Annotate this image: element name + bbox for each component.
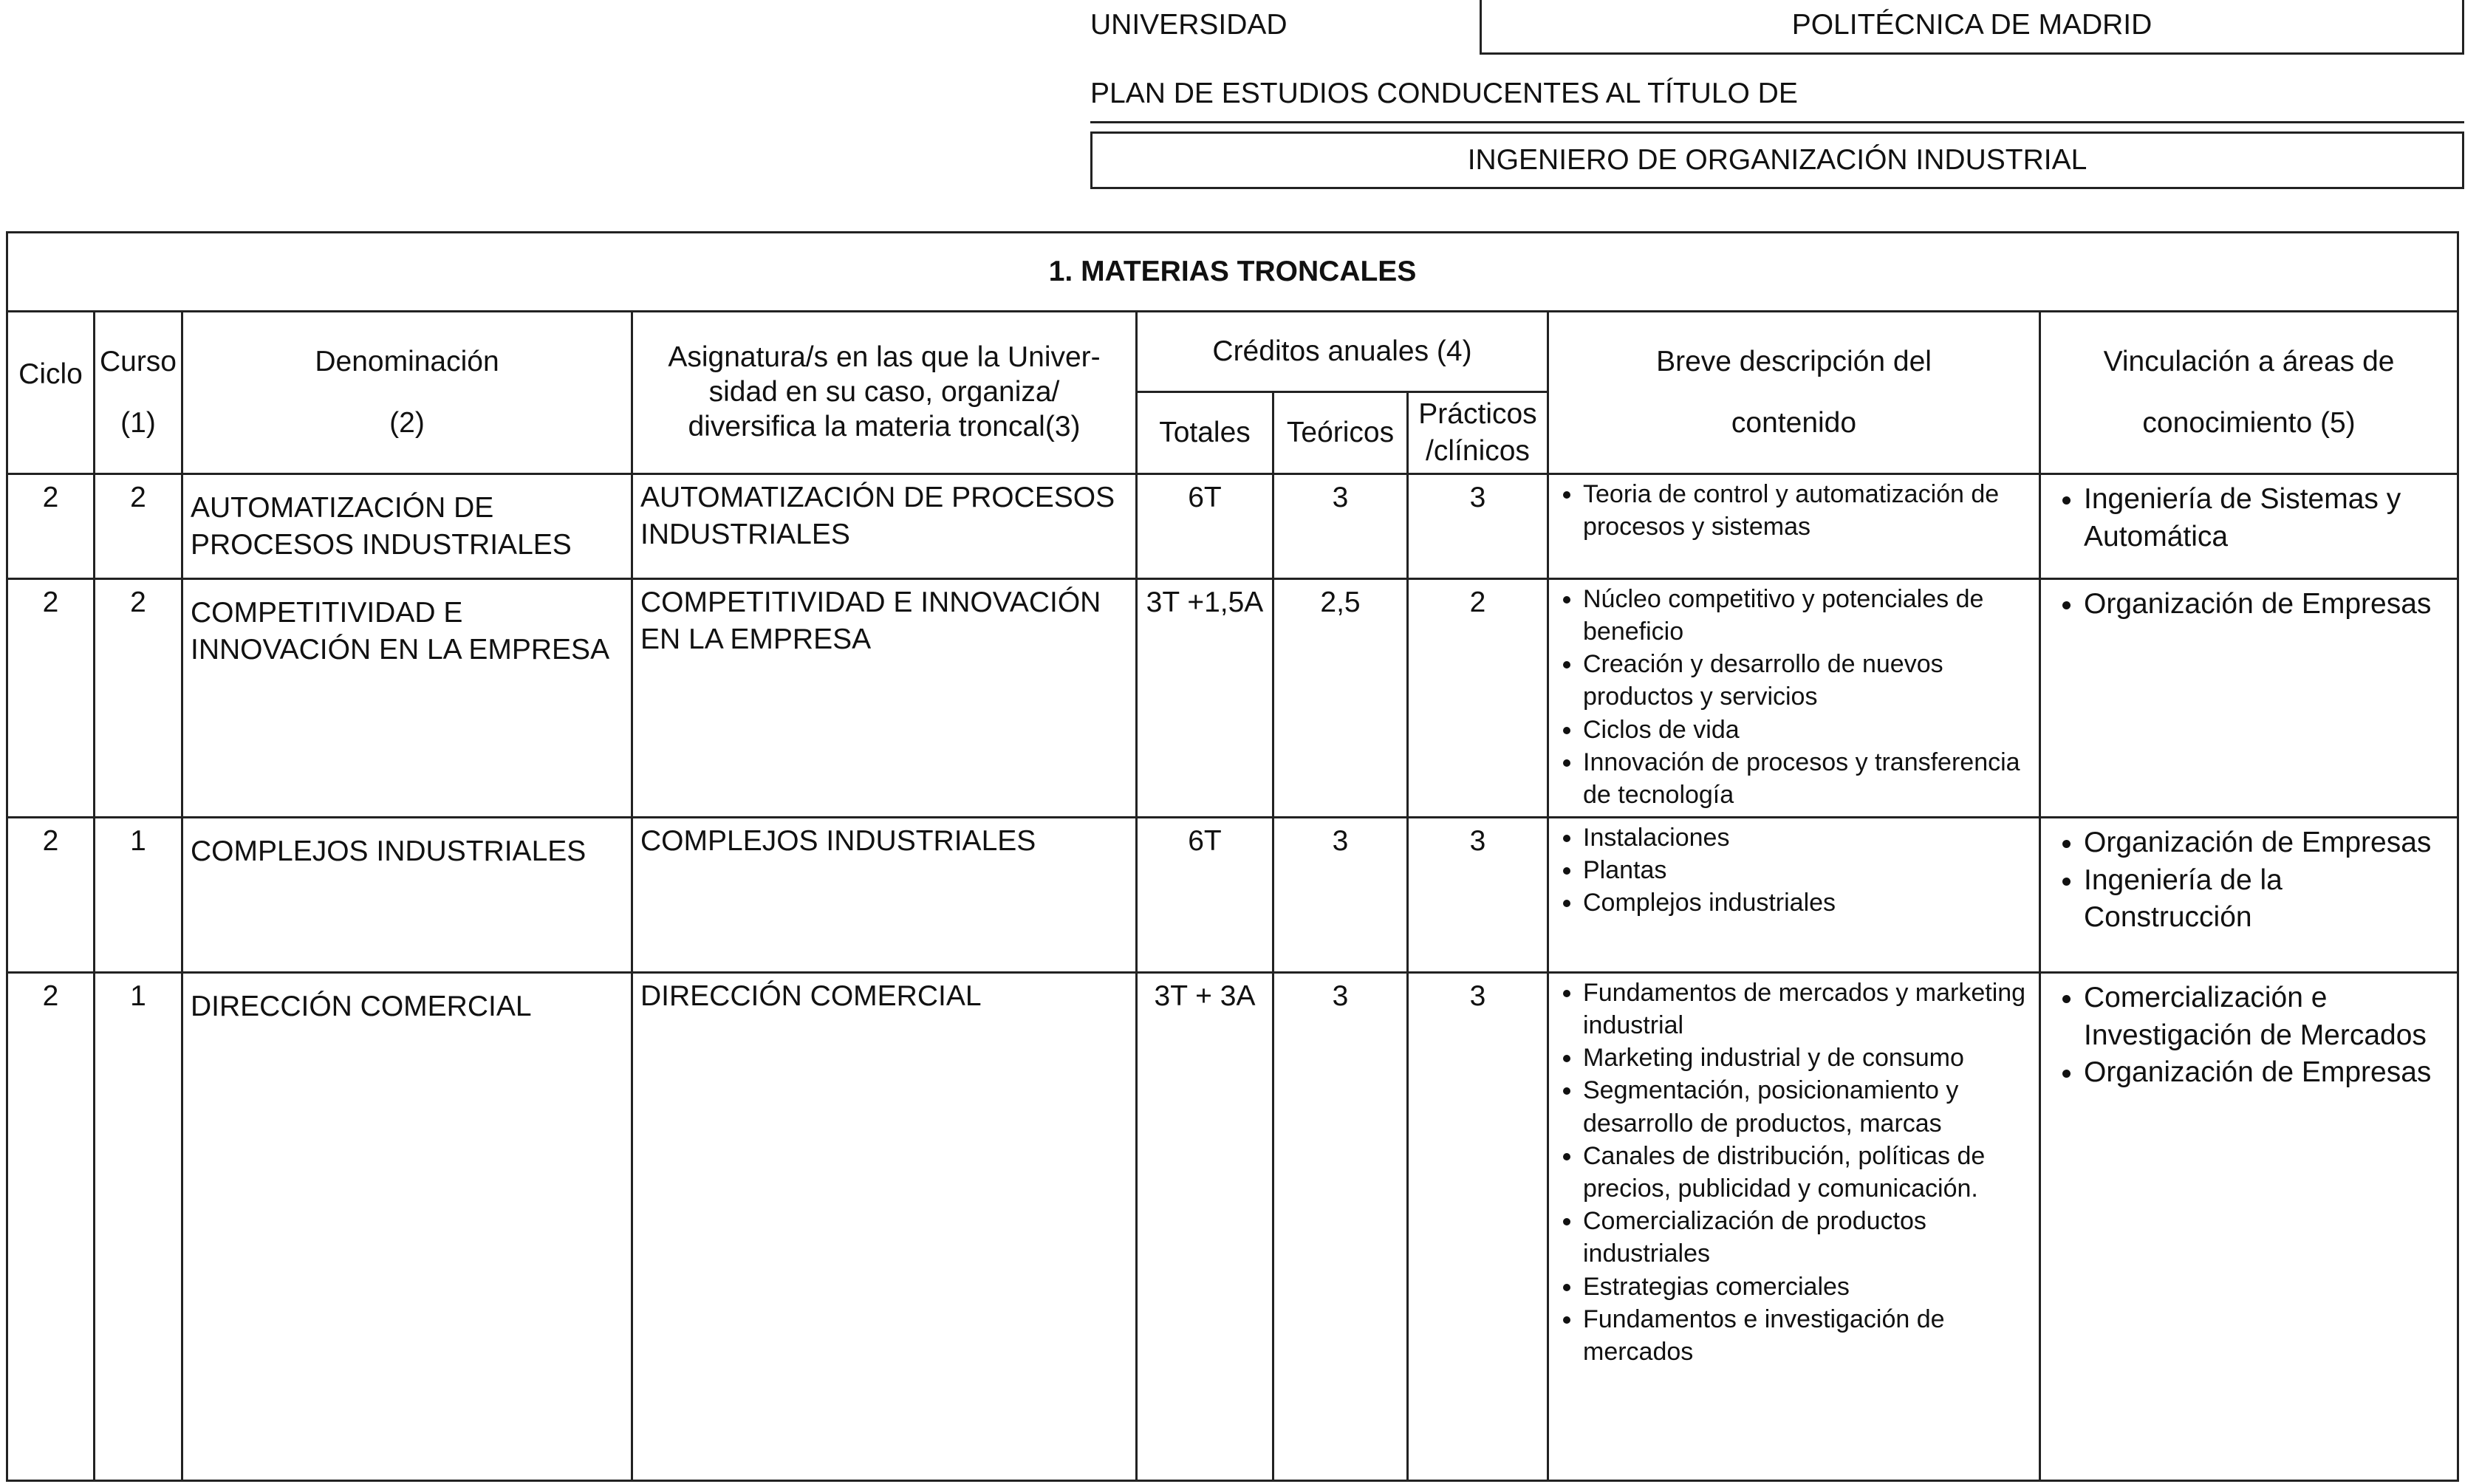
cell-practicos: 3 <box>1408 972 1548 1480</box>
header-practicos: Prácticos /clínicos <box>1408 392 1548 474</box>
cell-totales: 6T <box>1137 817 1273 972</box>
descripcion-list <box>1550 821 2036 920</box>
cell-vinculacion <box>2040 972 2458 1480</box>
descripcion-item: • Fundamentos e investigación de mercados <box>1583 1303 2036 1368</box>
table-row <box>7 972 2458 1480</box>
cell-teoricos: 2,5 <box>1273 578 1408 817</box>
table-row <box>7 473 2458 578</box>
plan-rule <box>1090 121 2464 123</box>
vinculacion-list <box>2042 979 2454 1092</box>
descripcion-item: • Ciclos de vida <box>1583 714 2036 746</box>
header-curso: Curso (1) <box>95 312 182 474</box>
cell-teoricos: 3 <box>1273 972 1408 1480</box>
cell-totales: 3T +1,5A <box>1137 578 1273 817</box>
cell-asignatura: AUTOMATIZACIÓN DE PROCESOS INDUSTRIALES <box>632 473 1137 578</box>
cell-descripcion <box>1548 473 2040 578</box>
vinculacion-item: • Ingeniería de la Construcción <box>2084 862 2454 937</box>
vinculacion-item: • Ingeniería de Sistemas y Automática <box>2084 481 2454 555</box>
descripcion-item: • Plantas <box>1583 854 2036 886</box>
descripcion-item: • Complejos industriales <box>1583 886 2036 919</box>
cell-descripcion <box>1548 578 2040 817</box>
descripcion-item: • Marketing industrial y de consumo <box>1583 1042 2036 1074</box>
descripcion-list <box>1550 977 2036 1368</box>
cell-totales: 3T + 3A <box>1137 972 1273 1480</box>
cell-vinculacion <box>2040 473 2458 578</box>
table-row <box>7 817 2458 972</box>
cell-denominacion: COMPLEJOS INDUSTRIALES <box>182 817 632 972</box>
descripcion-item: • Canales de distribución, políticas de precios, publicidad y comunicación. <box>1583 1140 2036 1205</box>
header-vinculacion: Vinculación a áreas de conocimiento (5) <box>2040 312 2458 474</box>
cell-curso: 1 <box>95 972 182 1480</box>
cell-denominacion: AUTOMATIZACIÓN DE PROCESOS INDUSTRIALES <box>182 473 632 578</box>
descripcion-item: • Núcleo competitivo y potenciales de beneficio <box>1583 583 2036 648</box>
vinculacion-list <box>2042 824 2454 937</box>
cell-practicos: 2 <box>1408 578 1548 817</box>
cell-curso: 2 <box>95 473 182 578</box>
descripcion-item: • Innovación de procesos y transferencia de tecnología <box>1583 746 2036 811</box>
cell-curso: 1 <box>95 817 182 972</box>
header-creditos: Créditos anuales (4) <box>1137 312 1548 392</box>
header-denominacion: Denominación (2) <box>182 312 632 474</box>
descripcion-item: • Segmentación, posicionamiento y desarrollo de productos, marcas <box>1583 1074 2036 1139</box>
cell-asignatura: COMPETITIVIDAD E INNOVACIÓN EN LA EMPRESA <box>632 578 1137 817</box>
header-teoricos: Teóricos <box>1273 392 1408 474</box>
cell-vinculacion <box>2040 817 2458 972</box>
descripcion-item: • Instalaciones <box>1583 821 2036 854</box>
descripcion-item: • Estrategias comerciales <box>1583 1271 2036 1303</box>
titulo-box: INGENIERO DE ORGANIZACIÓN INDUSTRIAL <box>1090 131 2464 189</box>
universidad-label: UNIVERSIDAD <box>1090 9 1288 41</box>
vinculacion-list <box>2042 481 2454 555</box>
cell-denominacion: COMPETITIVIDAD E INNOVACIÓN EN LA EMPRESA <box>182 578 632 817</box>
cell-ciclo: 2 <box>7 473 95 578</box>
cell-descripcion <box>1548 817 2040 972</box>
cell-asignatura: COMPLEJOS INDUSTRIALES <box>632 817 1137 972</box>
cell-practicos: 3 <box>1408 817 1548 972</box>
descripcion-item: • Teoria de control y automatización de procesos y sistemas <box>1583 478 2036 543</box>
cell-denominacion: DIRECCIÓN COMERCIAL <box>182 972 632 1480</box>
cell-vinculacion <box>2040 578 2458 817</box>
header-descripcion: Breve descripción del contenido <box>1548 312 2040 474</box>
header-ciclo: Ciclo <box>7 312 95 474</box>
table-title: 1. MATERIAS TRONCALES <box>7 233 2458 312</box>
universidad-box: POLITÉCNICA DE MADRID <box>1480 0 2464 55</box>
cell-teoricos: 3 <box>1273 817 1408 972</box>
descripcion-list <box>1550 583 2036 811</box>
cell-curso: 2 <box>95 578 182 817</box>
vinculacion-item: • Comercialización e Investigación de Mercados <box>2084 979 2454 1054</box>
descripcion-item: • Fundamentos de mercados y marketing industrial <box>1583 977 2036 1042</box>
header-asignatura: Asignatura/s en las que la Univer- sidad en su caso, organiza/ diversifica la materia troncal(3) <box>632 312 1137 474</box>
vinculacion-list <box>2042 586 2454 623</box>
cell-asignatura: DIRECCIÓN COMERCIAL <box>632 972 1137 1480</box>
cell-ciclo: 2 <box>7 578 95 817</box>
table-row <box>7 578 2458 817</box>
header-totales: Totales <box>1137 392 1273 474</box>
cell-ciclo: 2 <box>7 817 95 972</box>
descripcion-item: • Comercialización de productos industriales <box>1583 1205 2036 1270</box>
vinculacion-item: • Organización de Empresas <box>2084 586 2454 623</box>
plan-label: PLAN DE ESTUDIOS CONDUCENTES AL TÍTULO DE <box>1090 78 1798 109</box>
descripcion-item: • Creación y desarrollo de nuevos productos y servicios <box>1583 648 2036 713</box>
descripcion-list <box>1550 478 2036 543</box>
materias-troncales-table <box>6 231 2459 1482</box>
cell-teoricos: 3 <box>1273 473 1408 578</box>
cell-descripcion <box>1548 972 2040 1480</box>
vinculacion-item: • Organización de Empresas <box>2084 824 2454 862</box>
cell-ciclo: 2 <box>7 972 95 1480</box>
vinculacion-item: • Organización de Empresas <box>2084 1054 2454 1092</box>
cell-totales: 6T <box>1137 473 1273 578</box>
cell-practicos: 3 <box>1408 473 1548 578</box>
